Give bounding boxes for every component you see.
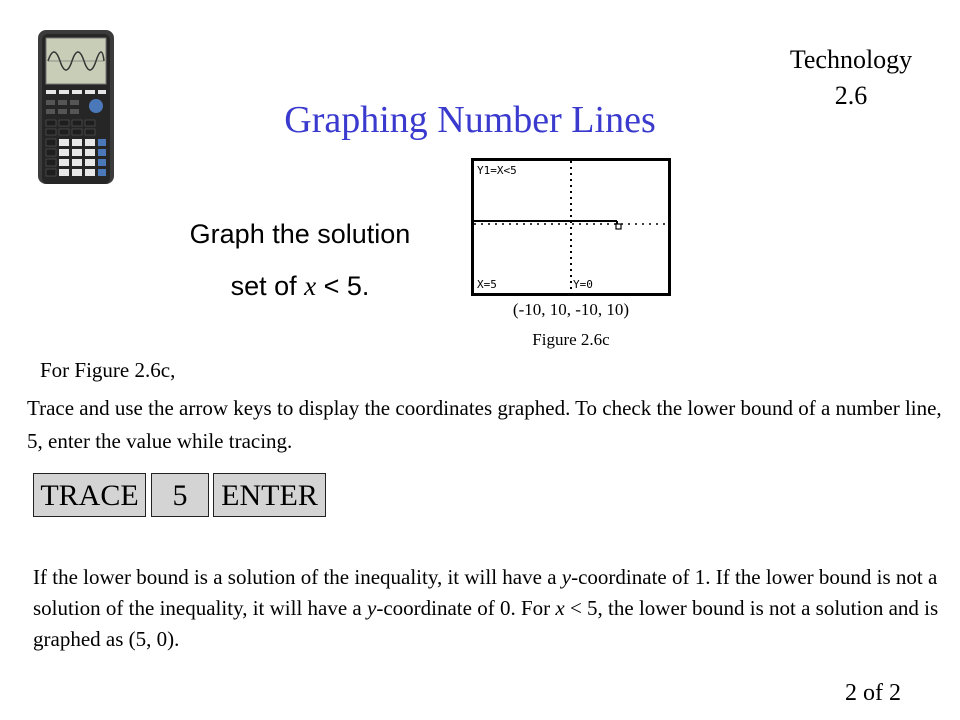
graphing-calculator-icon — [36, 28, 116, 186]
section-badge-label: Technology — [789, 45, 913, 74]
problem-line-2-suffix: < 5. — [316, 271, 370, 301]
variable-y-2: y — [367, 596, 377, 620]
problem-variable: x — [304, 271, 317, 301]
problem-line-2 — [150, 260, 450, 312]
explanation-part-1: If the lower bound is a solution of the inequality, it will have a — [33, 565, 562, 589]
variable-y-1: y — [561, 565, 572, 589]
screen-function-label: Y1=X<5 — [477, 164, 517, 177]
calculator-screen-graph — [471, 158, 671, 296]
screen-trace-cursor — [616, 224, 621, 229]
explanation-part-4: < 5, the lower bound is not a solution and is graphed as (5, 0). — [33, 596, 939, 651]
screen-y-readout: Y=0 — [573, 278, 593, 291]
screen-x-readout: X=5 — [477, 278, 497, 291]
intro-text: For Figure 2.6c, — [40, 358, 176, 382]
problem-line-1: Graph the solution — [189, 219, 411, 249]
explanation-part-3: -coordinate of 0. For — [376, 596, 556, 620]
trace-key[interactable]: TRACE — [33, 473, 146, 517]
problem-line-2-prefix: set of — [230, 271, 305, 301]
explanation-paragraph — [33, 562, 948, 655]
page-title: Graphing Number Lines — [284, 99, 656, 141]
section-badge — [776, 42, 926, 114]
problem-statement — [150, 208, 450, 312]
instruction-paragraph: Trace and use the arrow keys to display the coordinates graphed. To check the lower bound of a number line, 5, enter the value while tracing. — [27, 396, 942, 453]
window-settings: (-10, 10, -10, 10) — [512, 300, 630, 319]
enter-key[interactable]: ENTER — [213, 473, 326, 517]
section-badge-number: 2.6 — [834, 81, 868, 110]
explanation-part-2: -coordinate of 1. If the lower bound is not a solution of the inequality, it will have a — [33, 565, 938, 620]
five-key[interactable]: 5 — [151, 473, 209, 517]
page-number: 2 of 2 — [845, 680, 901, 706]
variable-x: x — [555, 596, 565, 620]
figure-caption: Figure 2.6c — [532, 330, 610, 349]
